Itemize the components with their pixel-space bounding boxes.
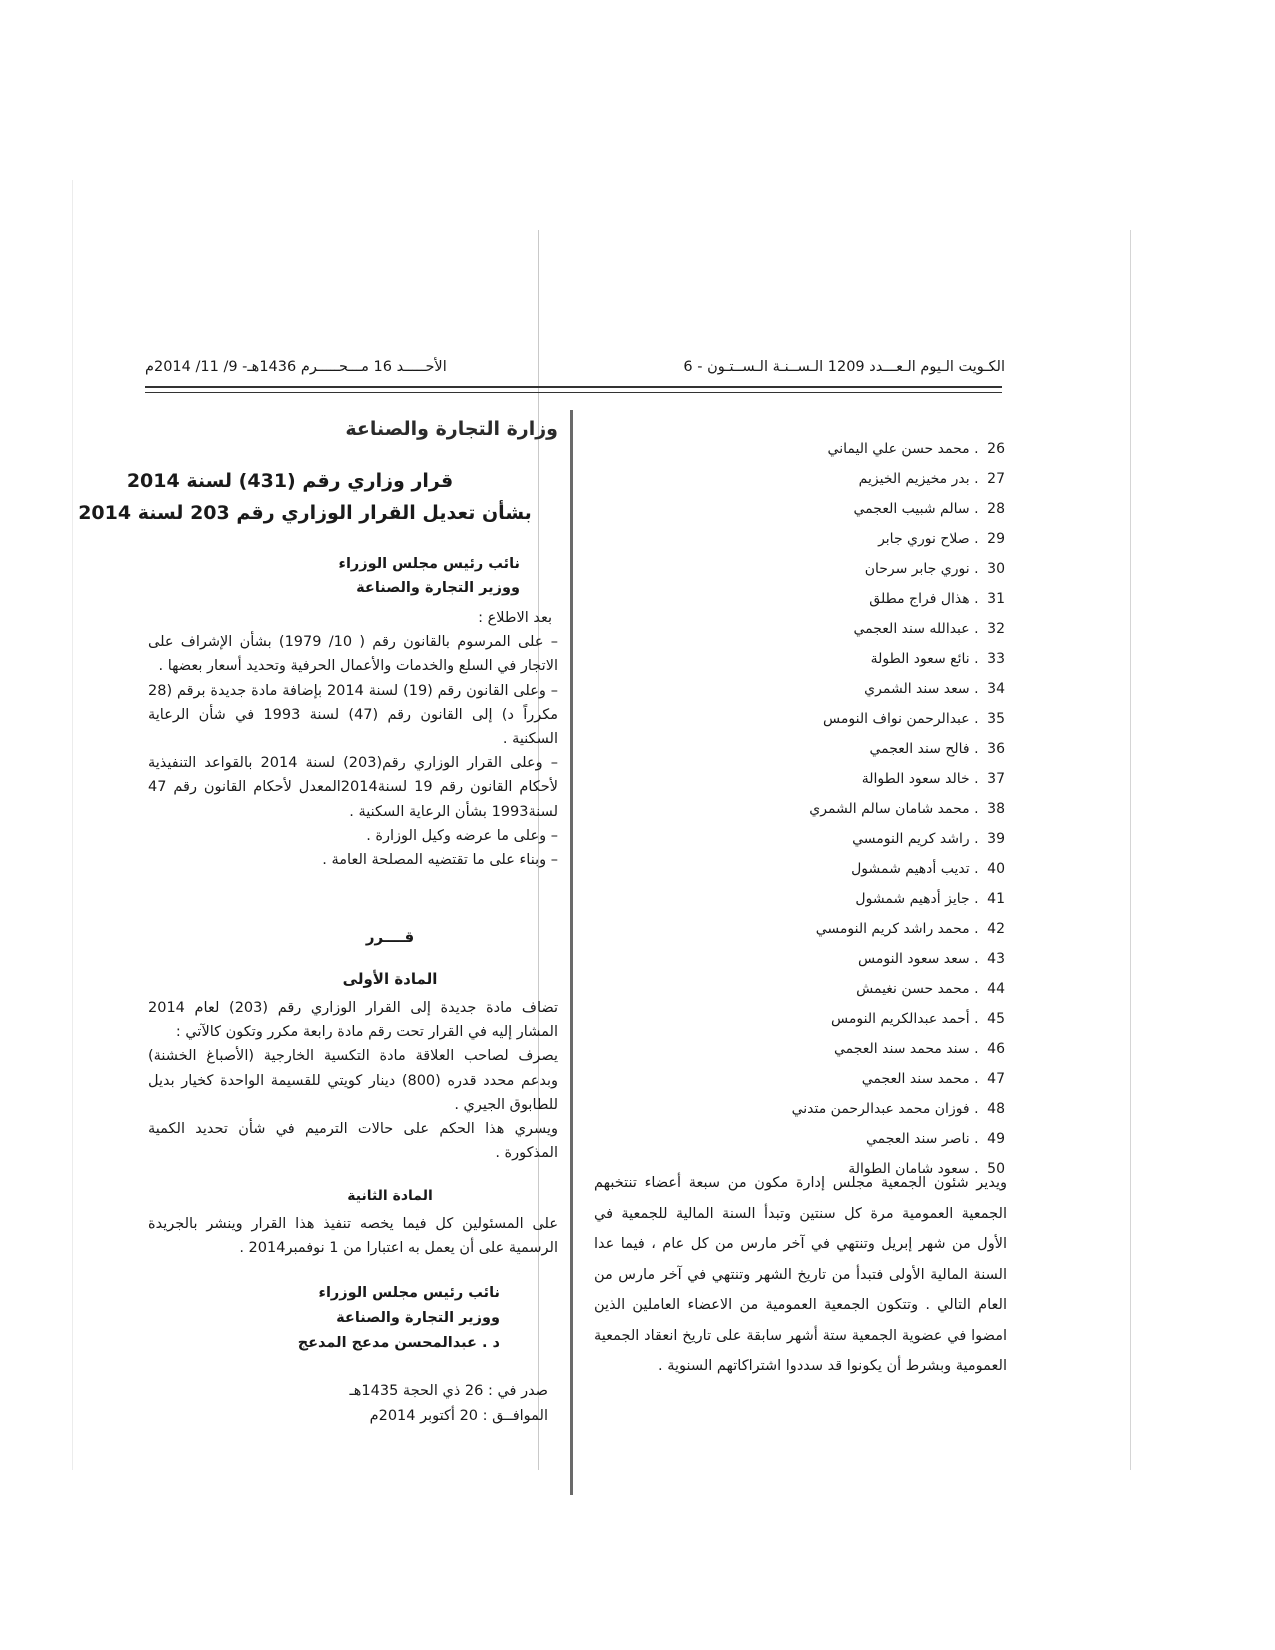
list-item: 32 . عبدالله سند العجمي <box>853 621 1005 637</box>
list-item: 27 . بدر مخيزيم الخيزيم <box>858 471 1005 487</box>
ministry-name: وزارة التجارة والصناعة <box>345 418 558 440</box>
header-rule-thick <box>145 386 1002 388</box>
article-2-heading: المادة الثانية <box>347 1188 433 1204</box>
list-item: 33 . نائع سعود الطولة <box>870 651 1005 667</box>
article-1-heading: المادة الأولى <box>342 970 438 988</box>
preamble-clause: – وعلى القرار الوزاري رقم(203) لسنة 2014 بالقواعد التنفيذية لأحكام القانون رقم 19 لسنة2014المعدل لأحكام القانون رقم 47 لسنة1993 بشأن الرعاية السكنية . <box>148 755 558 820</box>
list-item: 31 . هذال فراج مطلق <box>869 591 1005 607</box>
list-item: 44 . محمد حسن نغيمش <box>856 981 1005 997</box>
list-item: 43 . سعد سعود النومس <box>857 951 1005 967</box>
list-item: 40 . تديب أدهيم شمشول <box>851 861 1005 877</box>
list-item: 49 . ناصر سند العجمي <box>865 1131 1005 1147</box>
list-item: 48 . فوزان محمد عبدالرحمن متدني <box>791 1101 1005 1117</box>
preamble-clause: – على المرسوم بالقانون رقم ( 10/ 1979) بشأن الإشراف على الاتجار في السلع والخدمات والأعمال الحرفية وتحديد أسعار بعضها . <box>148 634 558 675</box>
list-item: 29 . صلاح نوري جابر <box>878 531 1005 547</box>
list-item: 30 . نوري جابر سرحان <box>864 561 1005 577</box>
preamble-clause: – وعلى القانون رقم (19) لسنة 2014 بإضافة مادة جديدة برقم (28 مكرراً د) إلى القانون رقم (47) لسنة 1993 في شأن الرعاية السكنية . <box>148 682 558 748</box>
header-rule-thin <box>145 392 1002 393</box>
signature-subtitle: ووزير التجارة والصناعة <box>336 1310 500 1326</box>
list-item: 39 . راشد كريم النومسي <box>852 831 1005 847</box>
preamble <box>148 606 558 872</box>
issued-date-hijri: صدر في : 26 ذي الحجة 1435هـ <box>349 1383 548 1399</box>
preamble-clause: – وعلى ما عرضه وكيل الوزارة . <box>366 827 558 844</box>
article-2-body: على المسئولين كل فيما يخصه تنفيذ هذا القرار وينشر بالجريدة الرسمية على أن يعمل به اعتبارا من 1 نوفمبر2014 . <box>148 1216 558 1257</box>
preamble-clause: – وبناء على ما تقتضيه المصلحة العامة . <box>322 852 558 869</box>
signatory-name: د . عبدالمحسن مدعج المدعج <box>297 1335 500 1351</box>
column-divider <box>570 410 573 1495</box>
list-item: 34 . سعد سند الشمري <box>864 681 1005 697</box>
article-1-paragraph: يصرف لصاحب العلاقة مادة التكسية الخارجية (الأصباغ الخشنة) وبدعم محدد قدره (800) دينار كويتي للقسيمة الواحدة كخيار بديل للطابوق الجيري . <box>148 1048 558 1113</box>
list-item: 41 . جايز أدهيم شمشول <box>855 891 1005 907</box>
list-item: 42 . محمد راشد كريم النومسي <box>815 921 1005 937</box>
decision-title: قرار وزاري رقم (431) لسنة 2014 <box>126 470 454 492</box>
preamble-intro: بعد الاطلاع : <box>478 610 552 626</box>
list-item: 28 . سالم شبيب العجمي <box>853 501 1005 517</box>
list-item: 38 . محمد شامان سالم الشمري <box>809 801 1005 817</box>
association-board-paragraph: ويدير شئون الجمعية مجلس إدارة مكون من سبعة أعضاء تنتخبهم الجمعية العمومية مرة كل سنتين وتبدأ السنة المالية للجمعية في الأول من شهر إبريل وتنتهي في آخر مارس من كل عام ، فيما عدا السنة المالية الأولى فتبدأ من تاريخ الشهر وتنتهي في آخر مارس من العام التالي . وتتكون الجمعية العمومية من الاعضاء العاملين الذين امضوا في عضوية الجمعية ستة أشهر سابقة على تاريخ انعقاد الجمعية العمومية وبشرط أن يكونوا قد سددوا اشتراكاتهم السنوية . <box>594 1175 1007 1374</box>
decision-subject: بشأن تعديل القرار الوزاري رقم 203 لسنة 2014 <box>78 502 532 524</box>
decided-heading: قــــرر <box>365 928 415 946</box>
list-item: 26 . محمد حسن علي اليماني <box>827 441 1005 457</box>
list-item: 50 . سعود شامان الطوالة <box>848 1161 1005 1177</box>
article-1-paragraph: ويسري هذا الحكم على حالات الترميم في شأن تحديد الكمية المذكورة . <box>148 1121 558 1162</box>
list-item: 47 . محمد سند العجمي <box>861 1071 1005 1087</box>
list-item: 46 . سند محمد سند العجمي <box>833 1041 1005 1057</box>
issuer-subtitle: ووزير التجارة والصناعة <box>356 580 520 596</box>
article-1-body <box>148 996 558 1165</box>
members-list <box>585 434 1005 1184</box>
scan-edge-left <box>72 180 73 1470</box>
signature-title: نائب رئيس مجلس الوزراء <box>318 1285 500 1301</box>
list-item: 37 . خالد سعود الطوالة <box>861 771 1005 787</box>
issued-date-gregorian: الموافــق : 20 أكتوبر 2014م <box>369 1408 548 1424</box>
gazette-header-date: الأحـــــد 16 مـــحـــــرم 1436هـ- 9/ 11/ 2014م <box>145 359 447 375</box>
issuer-title: نائب رئيس مجلس الوزراء <box>338 556 520 572</box>
list-item: 35 . عبدالرحمن نواف النومس <box>823 711 1005 727</box>
article-1-paragraph: تضاف مادة جديدة إلى القرار الوزاري رقم (203) لعام 2014 المشار إليه في القرار تحت رقم مادة رابعة مكرر وتكون كالآتي : <box>148 1000 558 1041</box>
gazette-header-issue: الكـويت الـيوم الـعـــدد 1209 الـســنـة الـســتـون - 6 <box>683 359 1005 375</box>
scan-edge-right <box>1130 230 1131 1470</box>
list-item: 45 . أحمد عبدالكريم النومس <box>831 1011 1005 1027</box>
list-item: 36 . فالح سند العجمي <box>869 741 1005 757</box>
